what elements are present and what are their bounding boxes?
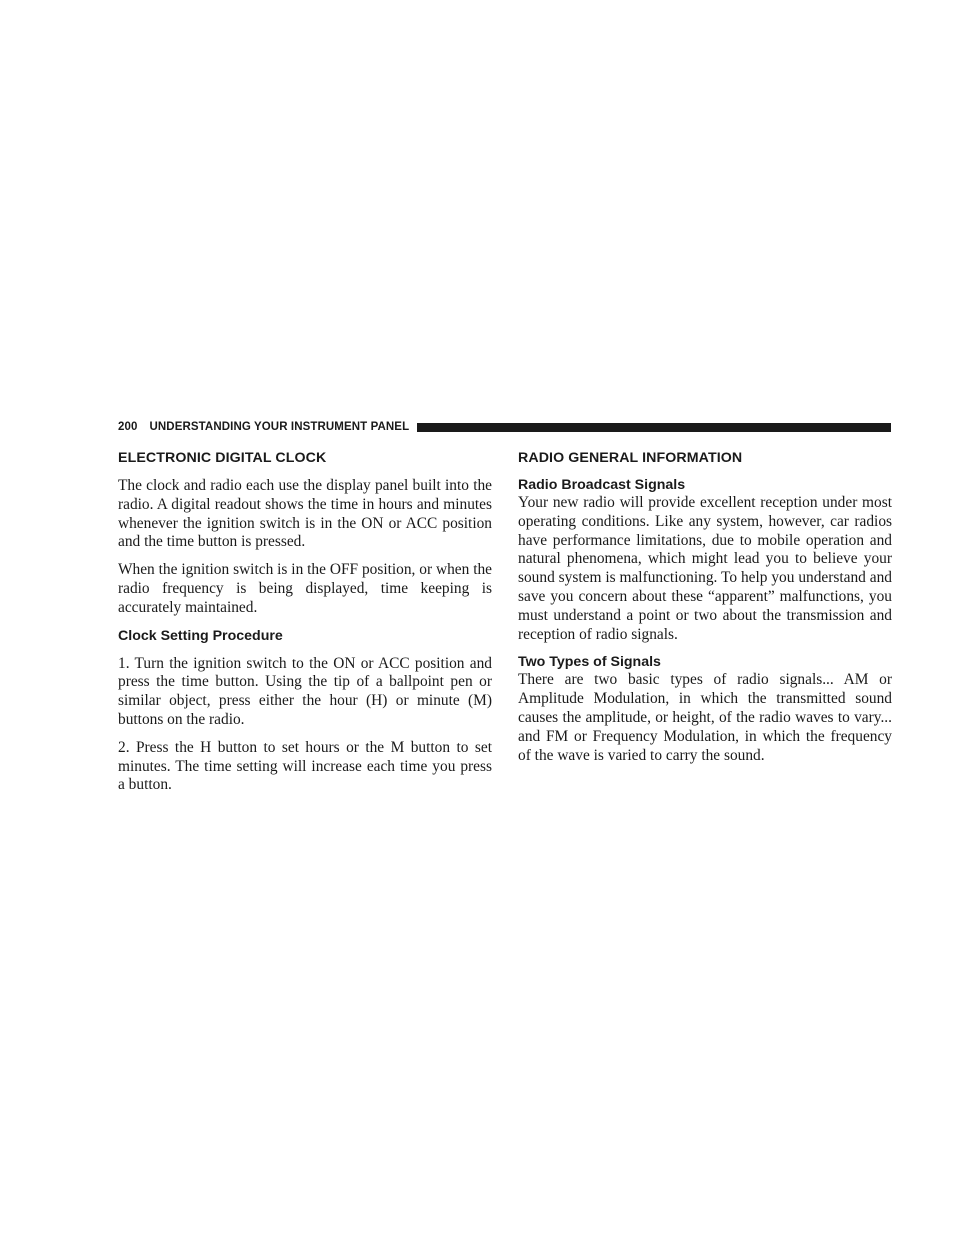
clock-step-1: 1. Turn the ignition switch to the ON or ACC position and press the time button. Using the tip of a ballpoint pen or similar object, press either the hour (H) or minute (M) buttons on the radio. xyxy=(118,654,492,728)
page-header xyxy=(118,419,891,435)
page-number: 200 xyxy=(118,421,138,433)
signal-types-heading: Two Types of Signals xyxy=(518,654,661,671)
clock-paragraph-1: The clock and radio each use the display panel built into the radio. A digital readout shows the time in hours and minutes whenever the ignition switch is in the ON or ACC position and the time button is pressed. xyxy=(118,477,492,551)
header-rule xyxy=(417,423,891,432)
clock-setting-heading: Clock Setting Procedure xyxy=(118,627,283,644)
broadcast-signals-heading: Radio Broadcast Signals xyxy=(518,477,686,493)
left-column xyxy=(118,449,492,804)
signal-types-paragraph: There are two basic types of radio signals... AM or Amplitude Modulation, in which the transmitted sound causes the amplitude, or height, of the radio waves to vary... and FM or Frequency Modulation, in which the frequency of the wave is varied to carry the sound. xyxy=(518,671,892,764)
clock-heading: ELECTRONIC DIGITAL CLOCK xyxy=(118,450,327,466)
clock-step-2: 2. Press the H button to set hours or the M button to set minutes. The time setting will increase each time you press a button. xyxy=(118,738,492,794)
broadcast-signals-paragraph: Your new radio will provide excellent reception under most operating conditions. Like any system, however, car radios have performance limitations, due to mobile operation and natural phenomena, which might lead you to believe your sound system is malfunctioning. To help you understand and save you concern about these “apparent” malfunctions, you must understand a point or two about the transmission and reception of radio signals. xyxy=(518,494,892,643)
radio-heading: RADIO GENERAL INFORMATION xyxy=(518,450,743,466)
right-column xyxy=(518,449,892,774)
section-title: UNDERSTANDING YOUR INSTRUMENT PANEL xyxy=(149,421,410,433)
clock-paragraph-2: When the ignition switch is in the OFF position, or when the radio frequency is being displayed, time keeping is accurately maintained. xyxy=(118,561,492,616)
